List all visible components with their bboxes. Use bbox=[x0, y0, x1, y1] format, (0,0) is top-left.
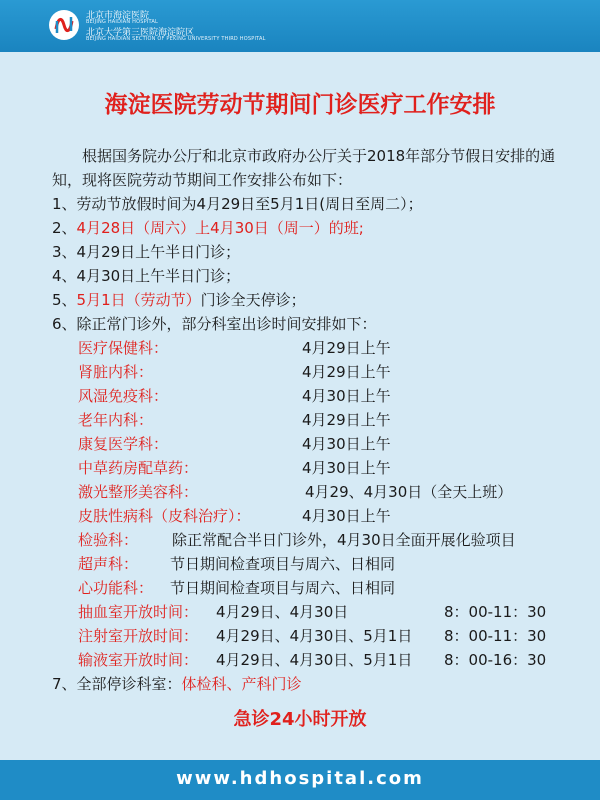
room-hours: 8：00-11：30 bbox=[444, 627, 547, 645]
dept-time: 4月30日上午 bbox=[302, 435, 391, 453]
room-dates: 4月29日、4月30日、5月1日 bbox=[216, 627, 413, 645]
room-dates: 4月29日、4月30日、5月1日 bbox=[216, 651, 413, 669]
dept-name: 肾脏内科： bbox=[78, 363, 154, 381]
item-2 bbox=[52, 217, 364, 238]
item-4: 4、4月30日上午半日门诊； bbox=[52, 267, 241, 285]
dept-time: 4月29日上午 bbox=[302, 339, 391, 357]
item-7 bbox=[52, 673, 302, 694]
item-5-highlight: 5月1日（劳动节） bbox=[76, 291, 201, 309]
item-2-number: 2、 bbox=[52, 219, 77, 237]
hospital-name-cn: 北京市海淀医院 bbox=[86, 11, 150, 21]
room-hours: 8：00-16：30 bbox=[444, 651, 547, 669]
emergency-notice: 急诊24小时开放 bbox=[233, 709, 367, 730]
dept-name: 中草药房配草药： bbox=[78, 459, 199, 477]
exam-dept-note: 除正常配合半日门诊外，4月30日全面开展化验项目 bbox=[172, 531, 516, 549]
exam-dept-name: 超声科： bbox=[78, 555, 139, 573]
dept-name: 激光整形美容科： bbox=[78, 483, 199, 501]
exam-dept-name: 检验科： bbox=[78, 531, 139, 549]
dept-name: 康复医学科： bbox=[78, 435, 169, 453]
item-5-tail: 门诊全天停诊； bbox=[200, 291, 306, 309]
dept-time: 4月30日上午 bbox=[302, 459, 391, 477]
hospital-section-cn: 北京大学第三医院海淀院区 bbox=[86, 28, 195, 38]
exam-dept-name: 心功能科： bbox=[78, 579, 154, 597]
notice-intro: 根据国务院办公厅和北京市政府办公厅关于2018年部分节假日安排的通知，现将医院劳动节期间工作安排公布如下： bbox=[52, 147, 556, 189]
exam-dept-note: 节日期间检查项目与周六、日相同 bbox=[170, 579, 396, 597]
hospital-logo-icon bbox=[48, 9, 80, 41]
dept-time: 4月29、4月30日（全天上班） bbox=[305, 483, 513, 501]
hospital-name-en: BEIJING HAIDIAN HOSPITAL bbox=[86, 19, 158, 25]
item-7-depts: 体检科、产科门诊 bbox=[181, 675, 302, 693]
room-name: 抽血室开放时间： bbox=[78, 603, 199, 621]
item-2-text: 4月28日（周六）上4月30日（周一）的班; bbox=[76, 219, 364, 237]
footer-url[interactable]: www.hdhospital.com bbox=[176, 768, 424, 789]
item-7-label: 7、全部停诊科室： bbox=[52, 675, 182, 693]
room-dates: 4月29日、4月30日 bbox=[216, 603, 349, 621]
room-hours: 8：00-11：30 bbox=[444, 603, 547, 621]
dept-name: 皮肤性病科（皮科治疗）： bbox=[78, 507, 251, 525]
dept-time: 4月29日上午 bbox=[302, 363, 391, 381]
room-name: 输液室开放时间： bbox=[78, 651, 199, 669]
hospital-section-en: BEIJING HAIDIAN SECTION OF PEKING UNIVERSITY THIRD HOSPITAL bbox=[86, 36, 266, 42]
notice-title: 海淀医院劳动节期间门诊医疗工作安排 bbox=[104, 92, 496, 118]
dept-name: 医疗保健科： bbox=[78, 339, 169, 357]
item-3: 3、4月29日上午半日门诊； bbox=[52, 243, 241, 261]
exam-dept-note: 节日期间检查项目与周六、日相同 bbox=[170, 555, 396, 573]
dept-time: 4月29日上午 bbox=[302, 411, 391, 429]
item-6: 6、除正常门诊外，部分科室出诊时间安排如下： bbox=[52, 315, 377, 333]
dept-time: 4月30日上午 bbox=[302, 507, 391, 525]
dept-name: 风湿免疫科： bbox=[78, 387, 169, 405]
room-name: 注射室开放时间： bbox=[78, 627, 199, 645]
item-5 bbox=[52, 289, 306, 310]
item-5-number: 5、 bbox=[52, 291, 77, 309]
dept-time: 4月30日上午 bbox=[302, 387, 391, 405]
item-1: 1、劳动节放假时间为4月29日至5月1日(周日至周二）； bbox=[52, 195, 423, 213]
dept-name: 老年内科： bbox=[78, 411, 154, 429]
